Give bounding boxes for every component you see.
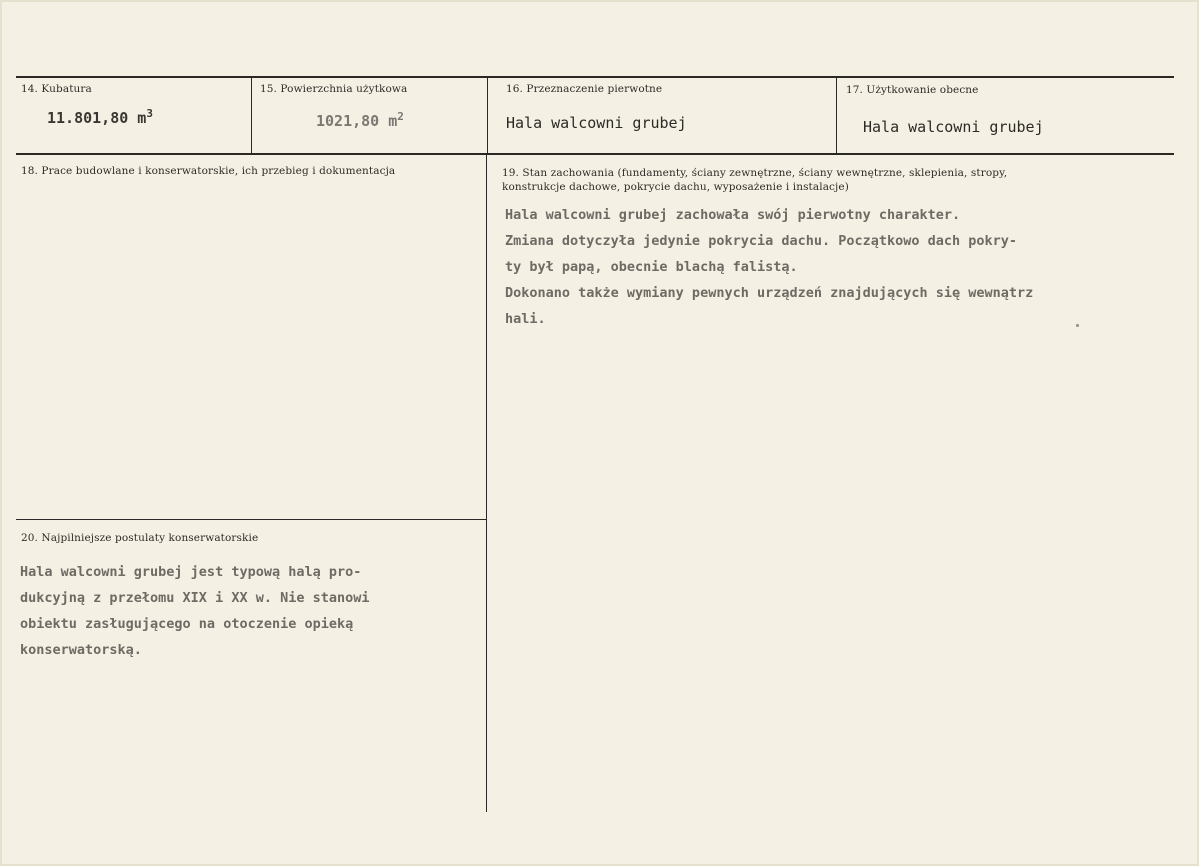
field-20-line: konserwatorską. [20, 642, 142, 658]
divider-18-20 [16, 519, 486, 520]
field-19-line: Zmiana dotyczyła jedynie pokrycia dachu. Początkowo dach pokry- [505, 233, 1018, 249]
header-bottom-rule [16, 153, 1174, 155]
volume-value: 11.801,80 m [47, 109, 147, 127]
main-vertical-divider [486, 154, 487, 812]
top-rule [16, 76, 1174, 78]
field-20-line: dukcyjną z przełomu XIX i XX w. Nie stanowi [20, 590, 370, 606]
divider-15-16 [487, 77, 488, 154]
field-17-value: Hala walcowni grubej [863, 118, 1044, 136]
field-20-text [20, 559, 370, 663]
divider-16-17 [836, 77, 837, 154]
field-18-label: 18. Prace budowlane i konserwatorskie, ich przebieg i dokumentacja [21, 165, 396, 177]
field-15-value [316, 110, 404, 130]
field-20-line: obiektu zasługującego na otoczenie opieką [20, 616, 354, 632]
field-16-value: Hala walcowni grubej [506, 114, 687, 132]
field-19-label-line2: konstrukcje dachowe, pokrycie dachu, wyposażenie i instalacje) [502, 181, 849, 193]
field-19-line: hali. [505, 311, 546, 327]
field-19-label-line1: 19. Stan zachowania (fundamenty, ściany zewnętrzne, ściany wewnętrzne, sklepienia, stropy, [502, 167, 1008, 179]
field-19-line: ty był papą, obecnie blachą falistą. [505, 259, 798, 275]
area-unit-exponent: 2 [397, 110, 404, 123]
field-16-label: 16. Przeznaczenie pierwotne [506, 83, 663, 95]
field-19-text [505, 202, 1033, 332]
area-value-main: 1021, [316, 112, 362, 130]
field-20-line: Hala walcowni grubej jest typową halą pro- [20, 564, 362, 580]
divider-14-15 [251, 77, 252, 154]
field-19-line: Hala walcowni grubej zachowała swój pierwotny charakter. [505, 207, 961, 223]
field-19-line: Dokonano także wymiany pewnych urządzeń znajdujących się wewnątrz [505, 285, 1034, 301]
field-20-label: 20. Najpilniejsze postulaty konserwatorskie [21, 532, 259, 544]
field-17-label: 17. Użytkowanie obecne [846, 84, 979, 96]
area-value-rest: 80 m [361, 112, 398, 130]
paper-speck [1076, 324, 1079, 327]
field-14-label: 14. Kubatura [21, 83, 92, 95]
field-15-label: 15. Powierzchnia użytkowa [260, 83, 408, 95]
field-14-value [47, 107, 153, 127]
volume-unit-exponent: 3 [146, 107, 153, 120]
